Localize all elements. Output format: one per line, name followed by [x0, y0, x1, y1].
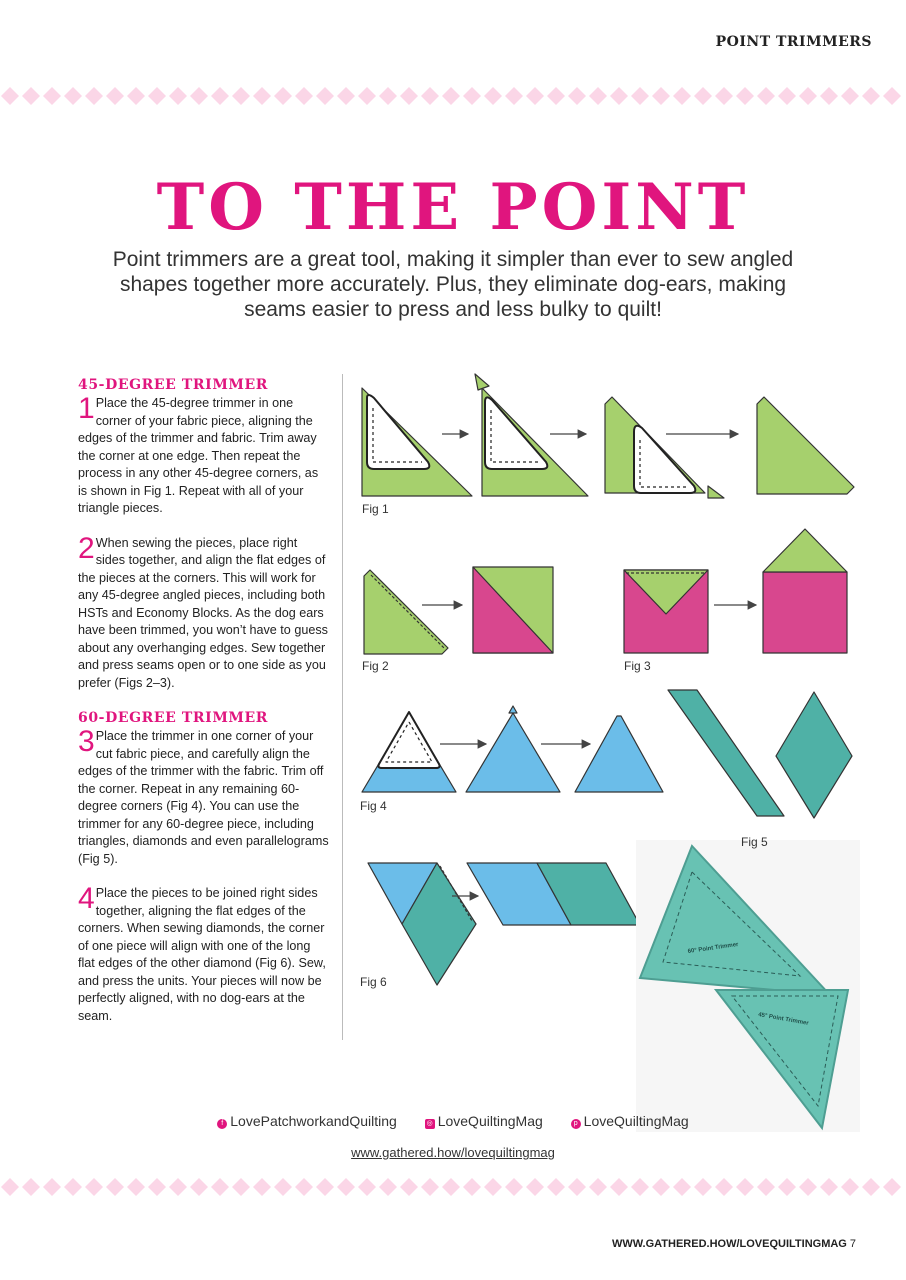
border-diamond [169, 1178, 187, 1196]
border-diamond [715, 1178, 733, 1196]
bottom-diamond-border [0, 1177, 906, 1197]
border-diamond [778, 1178, 796, 1196]
border-diamond [106, 1178, 124, 1196]
border-diamond [274, 1178, 292, 1196]
fig1-result [757, 397, 854, 494]
step-number: 3 [78, 725, 95, 758]
border-diamond [43, 1178, 61, 1196]
step-number: 4 [78, 882, 95, 915]
website-link[interactable]: www.gathered.how/lovequiltingmag [351, 1145, 555, 1160]
border-diamond [841, 1178, 859, 1196]
page-footer [612, 1238, 856, 1250]
fig5-diagram [668, 690, 852, 818]
border-diamond [589, 1178, 607, 1196]
border-diamond [610, 1178, 628, 1196]
fig4-caption: Fig 4 [360, 799, 387, 813]
border-diamond [148, 1178, 166, 1196]
section-heading-60: 60-DEGREE TRIMMER [78, 710, 269, 726]
border-diamond [736, 1178, 754, 1196]
fig1-trimmer-1 [367, 395, 429, 469]
border-diamond [526, 1178, 544, 1196]
border-diamond [22, 1178, 40, 1196]
border-diamond [652, 1178, 670, 1196]
page-number: 7 [849, 1238, 856, 1250]
border-diamond [694, 1178, 712, 1196]
fig1-caption: Fig 1 [362, 502, 389, 516]
border-diamond [358, 1178, 376, 1196]
step-text: Place the 45-degree trimmer in one corner of your fabric piece, aligning the edges of the trimmer and fabric. Trim away the corner at one edge. Then repeat the process in any other 45-degree corners, as is shown in Fig 1. Repeat with all of your triangle pieces. [78, 396, 319, 515]
border-diamond [400, 1178, 418, 1196]
fig3-result-square [763, 572, 847, 653]
border-diamond [316, 1178, 334, 1196]
instagram-link[interactable]: ◎ LoveQuiltingMag [426, 1113, 543, 1129]
trimmer-60-label: 60° Point Trimmer [687, 941, 739, 955]
fig1-trimmer-2 [485, 397, 547, 469]
border-diamond [505, 1178, 523, 1196]
fig5-diamond [776, 692, 852, 818]
border-diamond [85, 1178, 103, 1196]
fig1-trimmer-3 [634, 426, 695, 493]
fig4-trimmed-tip [509, 706, 517, 713]
fig5-caption: Fig 5 [741, 835, 768, 849]
border-diamond [211, 1178, 229, 1196]
border-diamond [442, 1178, 460, 1196]
fig2-triangle [364, 570, 448, 654]
trimmer-photo [636, 840, 860, 1132]
border-diamond [547, 1178, 565, 1196]
fig3-diagram [624, 529, 847, 653]
border-diamond [232, 1178, 250, 1196]
border-diamond [295, 1178, 313, 1196]
border-diamond [820, 1178, 838, 1196]
step-number: 2 [78, 531, 95, 565]
border-diamond [862, 1178, 880, 1196]
step-number: 1 [78, 392, 95, 425]
border-diamond [673, 1178, 691, 1196]
social-links [0, 1113, 906, 1129]
fig6-caption: Fig 6 [360, 975, 387, 989]
footer-url: WWW.GATHERED.HOW/LOVEQUILTINGMAG [612, 1238, 847, 1250]
fig1-diagram [362, 374, 854, 498]
border-diamond [757, 1178, 775, 1196]
border-diamond [127, 1178, 145, 1196]
fig4-result [575, 716, 663, 792]
border-diamond [337, 1178, 355, 1196]
border-diamond [799, 1178, 817, 1196]
border-diamond [190, 1178, 208, 1196]
facebook-link[interactable]: f LovePatchworkandQuilting [217, 1113, 397, 1129]
pinterest-link[interactable]: p LoveQuiltingMag [571, 1113, 689, 1129]
step-text: Place the pieces to be joined right sides together, aligning the flat edges of the corners. When sewing diamonds, the corner of one piece will align with one of the long flat edges of the other diamond (Fig 6). Sew, and press the units. Your pieces will now be perfectly aligned, with no dog-ears at the seam. [78, 886, 326, 1023]
fig4-triangle-2 [466, 713, 560, 792]
border-diamond [1, 1178, 19, 1196]
step-text: Place the trimmer in one corner of your cut fabric piece, and carefully align the edges of the trimmer with the fabric. Trim off the corner. Repeat in any remaining 60-degree corners (Fig 4). You can use the trimmer for any 60-degree piece, including triangles, diamonds and even parallelograms (Fig 5). [78, 729, 329, 866]
fig6-diagram [368, 863, 640, 985]
border-diamond [631, 1178, 649, 1196]
step-text: When sewing the pieces, place right sides together, and align the flat edges of the pieces at the corners. This will work for any 45-degree angled pieces, including both HSTs and Economy Blocks. As the dog ears have been trimmed, you won’t have to guess about any overhanging edges. Sew together and press seams open or to one side as you prefer (Figs 2–3). [78, 535, 328, 690]
fig3-result-triangle [763, 529, 847, 572]
instagram-icon: ◎ [426, 1120, 433, 1127]
border-diamond [253, 1178, 271, 1196]
fig5-parallelogram [668, 690, 784, 816]
trimmer-45-label: 45° Point Trimmer [757, 1012, 810, 1027]
border-diamond [883, 1178, 901, 1196]
pinterest-icon: p [571, 1119, 581, 1129]
fig1-trimmed-tip-2 [708, 486, 724, 498]
border-diamond [379, 1178, 397, 1196]
border-diamond [64, 1178, 82, 1196]
facebook-icon: f [217, 1119, 227, 1129]
fig2-caption: Fig 2 [362, 659, 389, 673]
border-diamond [421, 1178, 439, 1196]
section-heading-45: 45-DEGREE TRIMMER [78, 377, 269, 393]
fig1-trimmed-tip [475, 374, 489, 390]
border-diamond [463, 1178, 481, 1196]
border-diamond [484, 1178, 502, 1196]
page-title: TO THE POINT [156, 170, 750, 245]
intro-text: Point trimmers are a great tool, making it simpler than ever to sew angled shapes together more accurately. Plus, they eliminate dog-ears, making seams easier to press and less bulky to quilt! [112, 248, 794, 321]
fig2-diagram [364, 567, 553, 654]
fig3-caption: Fig 3 [624, 659, 651, 673]
border-diamond [568, 1178, 586, 1196]
fig4-diagram [362, 706, 663, 792]
section-label: POINT TRIMMERS [715, 34, 872, 50]
